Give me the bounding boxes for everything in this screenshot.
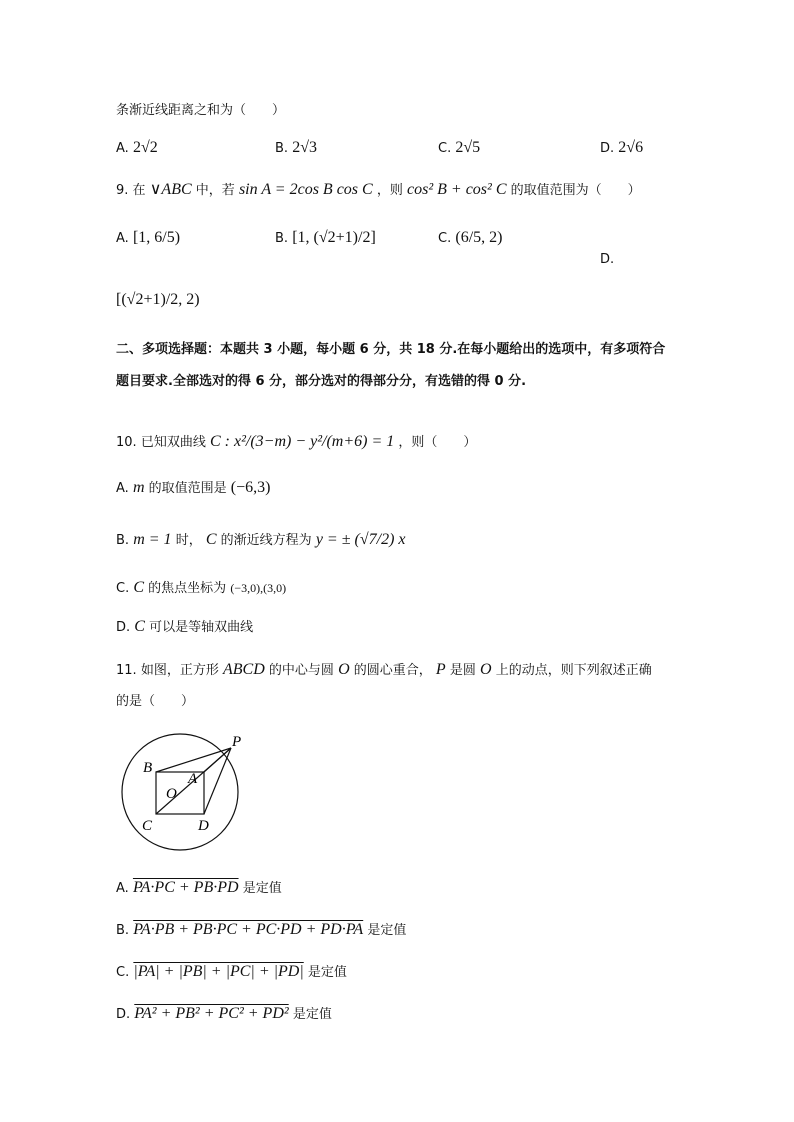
label-d: D <box>198 818 209 834</box>
q8-option-a: A. 2√2 <box>116 139 158 156</box>
hyperbola-equation: C : x²/(3−m) − y²/(m+6) = 1 <box>209 433 395 450</box>
q11-stem-line1: 11. 如图，正方形 ABCD 的中心与圆 O 的圆心重合， P 是圆 O 上的动点，则下列叙述正确 <box>116 661 652 678</box>
q11-option-c: C. |PA| + |PB| + |PC| + |PD| 是定值 <box>116 963 347 980</box>
label-c: C <box>142 818 153 834</box>
q11-option-b: B. PA·PB + PB·PC + PC·PD + PD·PA 是定值 <box>116 921 407 938</box>
q11-figure <box>112 732 252 852</box>
q11-option-d: D. PA² + PB² + PC² + PD² 是定值 <box>116 1005 332 1022</box>
option-value: [(√2+1)/2, 2) <box>116 291 200 308</box>
q8-tail: 条渐近线距离之和为（ ） <box>116 103 286 118</box>
option-expr: PA·PB + PB·PC + PC·PD + PD·PA <box>133 921 364 938</box>
option-math: (−6,3) <box>230 479 271 496</box>
q10-stem: 10. 已知双曲线 C : x²/(3−m) − y²/(m+6) = 1 ，则（ ） <box>116 433 477 450</box>
option-expr: |PA| + |PB| + |PC| + |PD| <box>133 963 304 980</box>
option-value: (6/5, 2) <box>455 229 503 246</box>
q9-option-d-label: D. <box>600 252 615 267</box>
label-a: A <box>188 771 198 787</box>
q8-option-c: C. 2√5 <box>438 139 481 156</box>
label-p: P <box>232 734 242 750</box>
section2-line1: 二、多项选择题：本题共 3 小题，每小题 6 分，共 18 分.在每小题给出的选项中，有多项符合 <box>116 342 666 357</box>
option-math: (−3,0),(3,0) <box>230 581 287 595</box>
option-value: 2√3 <box>292 139 317 156</box>
option-value: 2√5 <box>455 139 481 156</box>
q10-option-a: A. m 的取值范围是 (−6,3) <box>116 479 271 496</box>
section2-line2: 题目要求.全部选对的得 6 分，部分选对的得部分分，有选错的得 0 分. <box>116 374 527 389</box>
option-math: y = ± (√7/2) x <box>315 531 406 548</box>
q9-option-a: A. [1, 6/5) <box>116 229 181 246</box>
line-pb <box>156 748 231 772</box>
line-pd <box>204 748 231 814</box>
q9-option-d-value <box>116 290 200 311</box>
option-expr: PA² + PB² + PC² + PD² <box>134 1005 289 1022</box>
option-value: 2√6 <box>618 139 644 156</box>
q10-option-d: D. C 可以是等轴双曲线 <box>116 618 254 635</box>
q9-option-c: C. (6/5, 2) <box>438 229 503 246</box>
q8-option-d: D. 2√6 <box>600 139 644 156</box>
triangle-abc: ∨ABC <box>149 181 192 198</box>
option-value: [1, (√2+1)/2] <box>292 229 376 246</box>
q8-option-b: B. 2√3 <box>275 139 317 156</box>
q9-condition: sin A = 2cos B cos C <box>238 181 373 198</box>
q9-expression: cos² B + cos² C <box>407 181 507 198</box>
q9-stem: 9. 在 ∨ABC 中，若 sin A = 2cos B cos C ，则 cos² B + cos² C 的取值范围为（ ） <box>116 181 641 198</box>
label-o: O <box>166 786 177 802</box>
q10-option-c: C. C 的焦点坐标为 (−3,0),(3,0) <box>116 579 287 596</box>
option-expr: PA·PC + PB·PD <box>132 879 239 896</box>
q10-option-b: B. m = 1 时， C 的渐近线方程为 y = ± (√7/2) x <box>116 531 406 548</box>
option-value: [1, 6/5) <box>132 229 181 246</box>
option-value: 2√2 <box>132 139 158 156</box>
q11-option-a: A. PA·PC + PB·PD 是定值 <box>116 879 282 896</box>
q9-option-b: B. [1, (√2+1)/2] <box>275 229 376 246</box>
label-b: B <box>143 760 153 776</box>
q11-stem-line2: 的是（ ） <box>116 694 195 709</box>
